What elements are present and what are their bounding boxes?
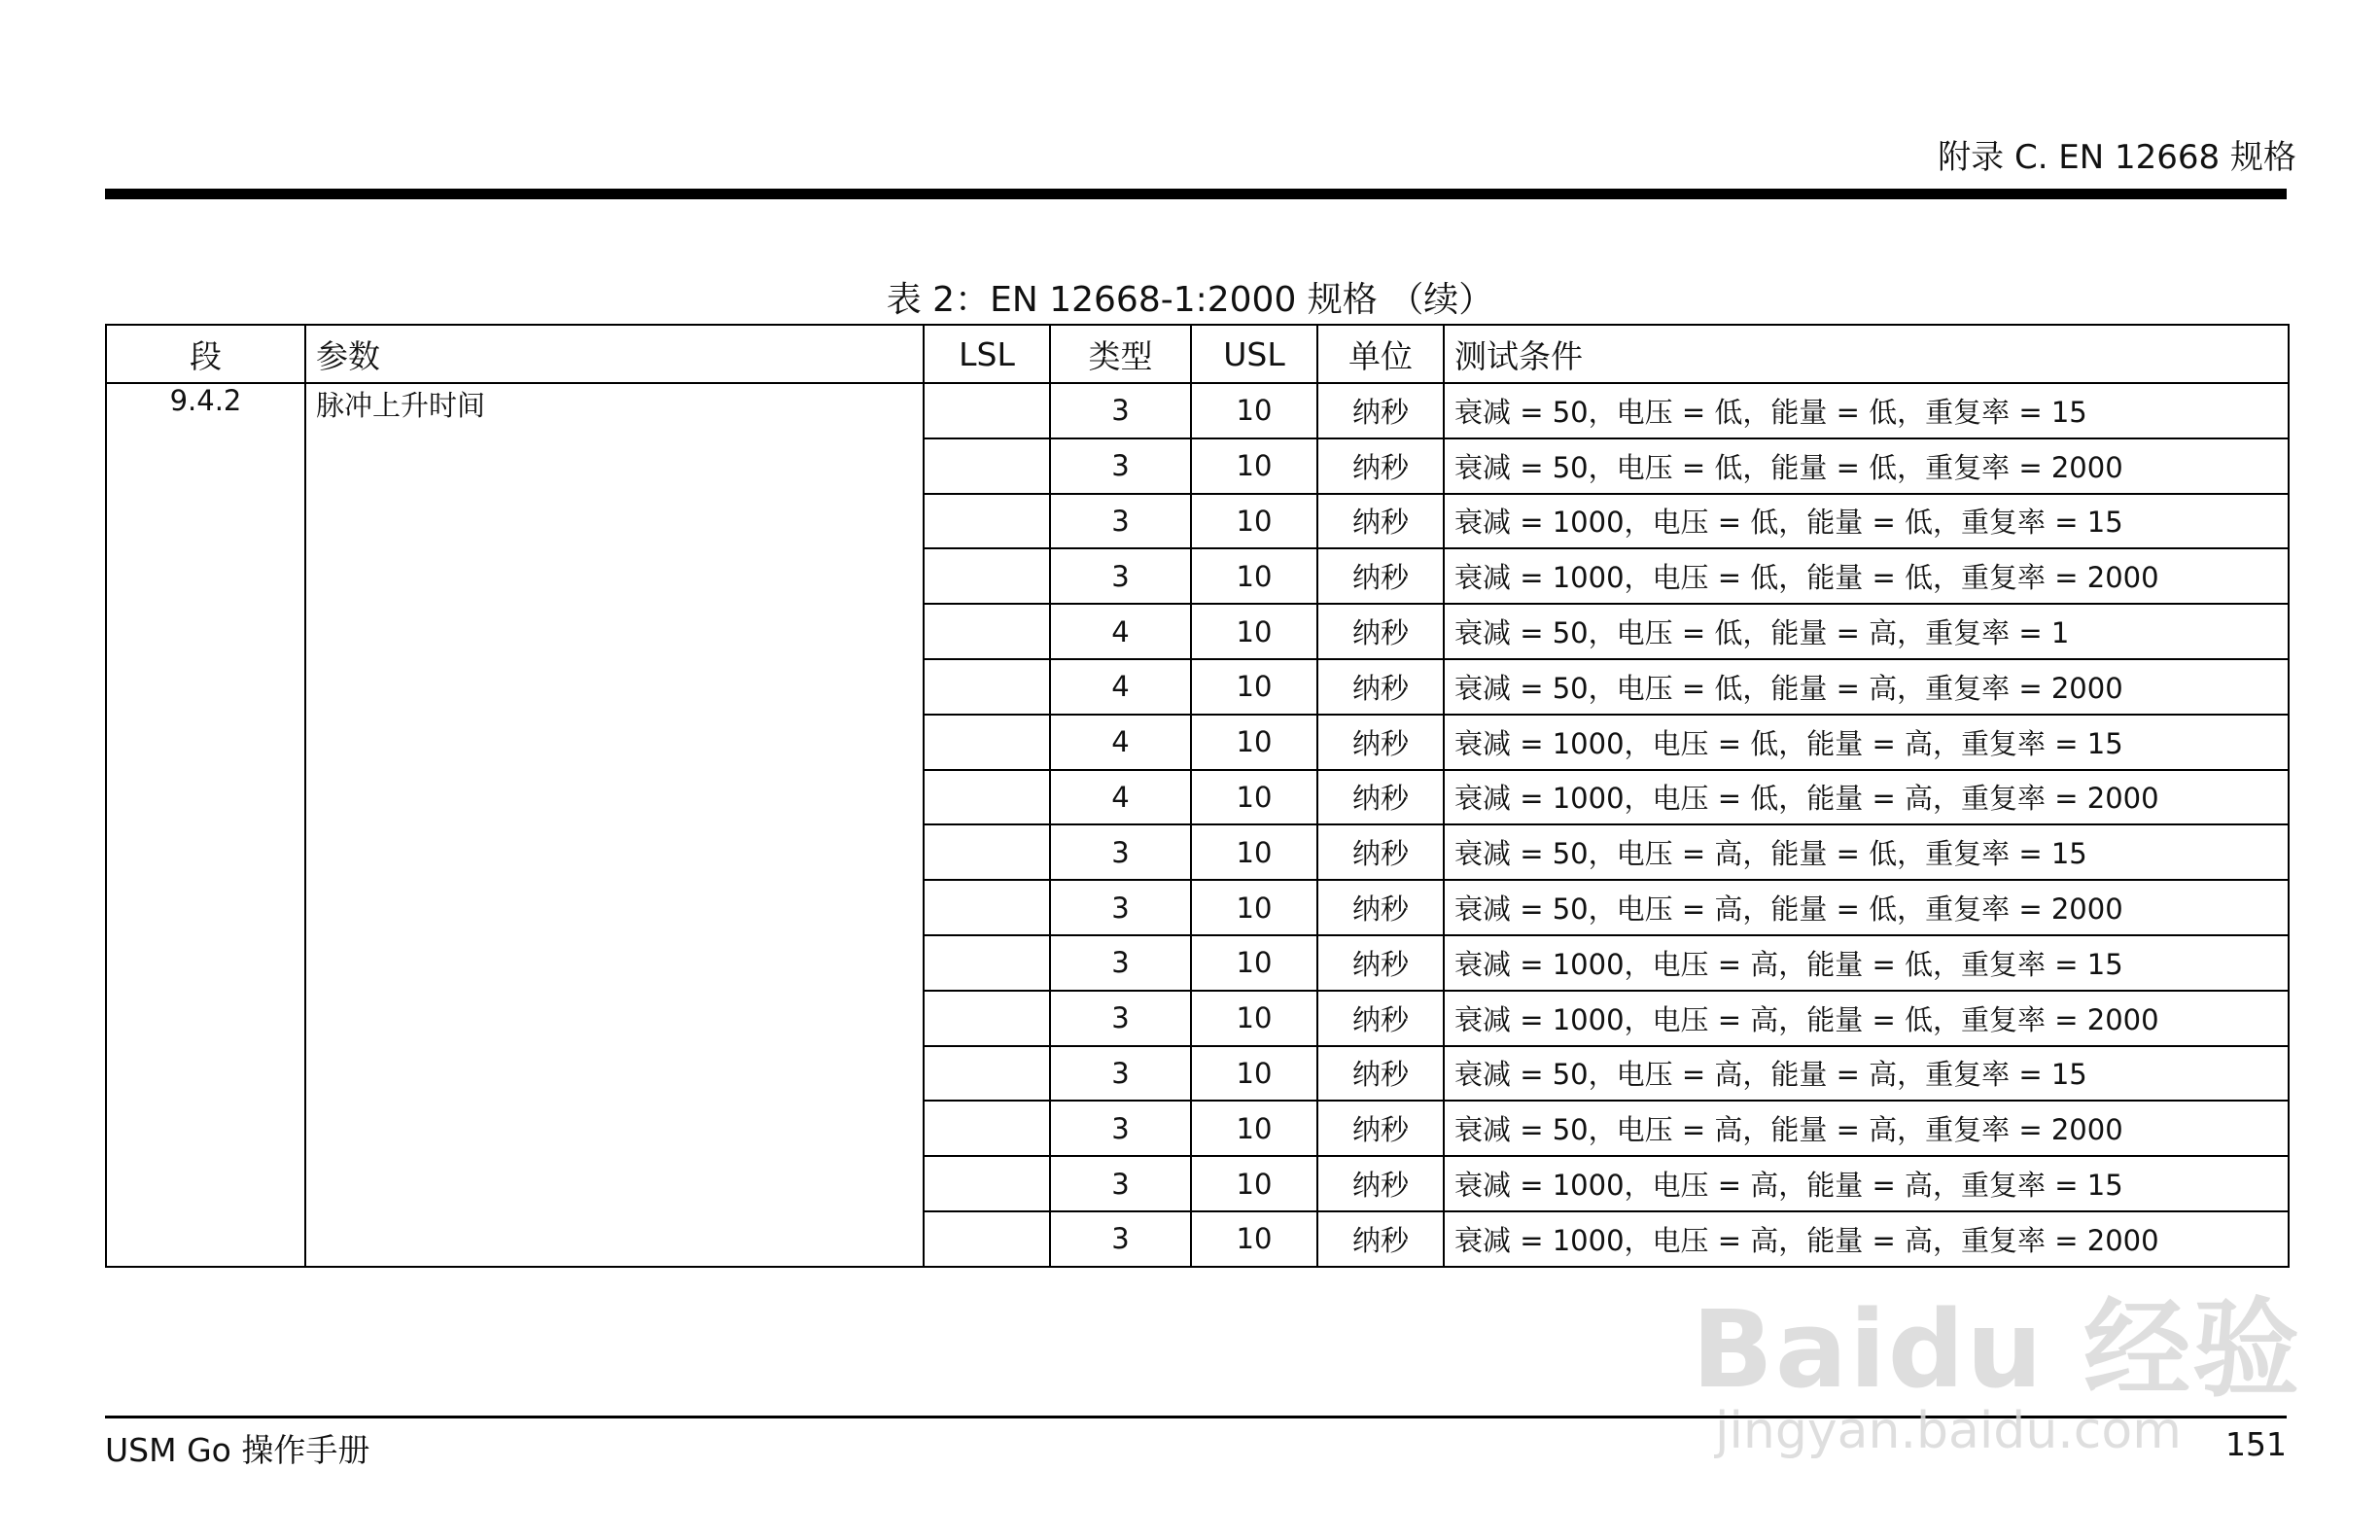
unit-cell: 纳秒 (1317, 935, 1444, 991)
test-condition-cell: 衰减 = 50，电压 = 高，能量 = 高，重复率 = 2000 (1444, 1101, 2289, 1156)
usl-cell: 10 (1191, 880, 1317, 935)
unit-cell: 纳秒 (1317, 991, 1444, 1046)
header-rule (105, 189, 2287, 199)
usl-cell: 10 (1191, 1156, 1317, 1211)
lsl-cell (924, 604, 1050, 659)
lsl-cell (924, 659, 1050, 715)
type-cell: 3 (1050, 880, 1191, 935)
col-header-test-condition: 测试条件 (1444, 325, 2289, 383)
type-cell: 3 (1050, 438, 1191, 494)
lsl-cell (924, 880, 1050, 935)
table-row (106, 383, 2289, 438)
test-condition-cell: 衰减 = 1000，电压 = 低，能量 = 高，重复率 = 2000 (1444, 770, 2289, 825)
col-header-parameter: 参数 (305, 325, 924, 383)
unit-cell: 纳秒 (1317, 880, 1444, 935)
test-condition-cell: 衰减 = 1000，电压 = 高，能量 = 低，重复率 = 15 (1444, 935, 2289, 991)
test-condition-cell: 衰减 = 50，电压 = 低，能量 = 低，重复率 = 2000 (1444, 438, 2289, 494)
type-cell: 3 (1050, 1101, 1191, 1156)
watermark-brand: Baidu 经验 (1692, 1287, 2302, 1412)
type-cell: 4 (1050, 604, 1191, 659)
usl-cell: 10 (1191, 1211, 1317, 1267)
unit-cell: 纳秒 (1317, 548, 1444, 604)
test-condition-cell: 衰减 = 1000，电压 = 低，能量 = 高，重复率 = 15 (1444, 715, 2289, 770)
type-cell: 3 (1050, 1156, 1191, 1211)
lsl-cell (924, 824, 1050, 880)
table-caption: 表 2：EN 12668-1:2000 规格 （续） (886, 280, 1494, 320)
usl-cell: 10 (1191, 824, 1317, 880)
usl-cell: 10 (1191, 438, 1317, 494)
type-cell: 3 (1050, 494, 1191, 549)
col-header-unit: 单位 (1317, 325, 1444, 383)
lsl-cell (924, 1211, 1050, 1267)
test-condition-cell: 衰减 = 50，电压 = 高，能量 = 低，重复率 = 2000 (1444, 880, 2289, 935)
type-cell: 3 (1050, 1211, 1191, 1267)
table-header-row (106, 325, 2289, 383)
type-cell: 4 (1050, 770, 1191, 825)
spec-table (105, 324, 2290, 1268)
test-condition-cell: 衰减 = 1000，电压 = 低，能量 = 低，重复率 = 2000 (1444, 548, 2289, 604)
table-body (106, 383, 2289, 1267)
col-header-type: 类型 (1050, 325, 1191, 383)
unit-cell: 纳秒 (1317, 383, 1444, 438)
usl-cell: 10 (1191, 935, 1317, 991)
watermark (1692, 1264, 2301, 1460)
watermark-url: jingyan.baidu.com (1715, 1402, 2182, 1460)
running-header: 附录 C. EN 12668 规格 (1938, 138, 2296, 177)
type-cell: 4 (1050, 659, 1191, 715)
test-condition-cell: 衰减 = 50，电压 = 高，能量 = 低，重复率 = 15 (1444, 824, 2289, 880)
type-cell: 3 (1050, 991, 1191, 1046)
unit-cell: 纳秒 (1317, 824, 1444, 880)
unit-cell: 纳秒 (1317, 659, 1444, 715)
col-header-section: 段 (106, 325, 305, 383)
usl-cell: 10 (1191, 604, 1317, 659)
lsl-cell (924, 383, 1050, 438)
unit-cell: 纳秒 (1317, 604, 1444, 659)
usl-cell: 10 (1191, 1046, 1317, 1102)
lsl-cell (924, 1101, 1050, 1156)
unit-cell: 纳秒 (1317, 770, 1444, 825)
usl-cell: 10 (1191, 1101, 1317, 1156)
lsl-cell (924, 1156, 1050, 1211)
lsl-cell (924, 935, 1050, 991)
test-condition-cell: 衰减 = 50，电压 = 低，能量 = 高，重复率 = 1 (1444, 604, 2289, 659)
usl-cell: 10 (1191, 770, 1317, 825)
section-cell: 9.4.2 (106, 383, 305, 1267)
unit-cell: 纳秒 (1317, 715, 1444, 770)
unit-cell: 纳秒 (1317, 1211, 1444, 1267)
lsl-cell (924, 770, 1050, 825)
unit-cell: 纳秒 (1317, 1156, 1444, 1211)
usl-cell: 10 (1191, 383, 1317, 438)
manual-title: USM Go 操作手册 (105, 1431, 370, 1469)
lsl-cell (924, 548, 1050, 604)
lsl-cell (924, 991, 1050, 1046)
unit-cell: 纳秒 (1317, 438, 1444, 494)
unit-cell: 纳秒 (1317, 1046, 1444, 1102)
usl-cell: 10 (1191, 494, 1317, 549)
usl-cell: 10 (1191, 548, 1317, 604)
type-cell: 3 (1050, 548, 1191, 604)
unit-cell: 纳秒 (1317, 494, 1444, 549)
page-number: 151 (2225, 1425, 2287, 1463)
test-condition-cell: 衰减 = 50，电压 = 低，能量 = 低，重复率 = 15 (1444, 383, 2289, 438)
lsl-cell (924, 438, 1050, 494)
type-cell: 3 (1050, 383, 1191, 438)
usl-cell: 10 (1191, 991, 1317, 1046)
test-condition-cell: 衰减 = 1000，电压 = 高，能量 = 高，重复率 = 2000 (1444, 1211, 2289, 1267)
type-cell: 3 (1050, 935, 1191, 991)
usl-cell: 10 (1191, 659, 1317, 715)
col-header-usl: USL (1191, 325, 1317, 383)
test-condition-cell: 衰减 = 1000，电压 = 低，能量 = 低，重复率 = 15 (1444, 494, 2289, 549)
type-cell: 4 (1050, 715, 1191, 770)
test-condition-cell: 衰减 = 1000，电压 = 高，能量 = 高，重复率 = 15 (1444, 1156, 2289, 1211)
unit-cell: 纳秒 (1317, 1101, 1444, 1156)
type-cell: 3 (1050, 1046, 1191, 1102)
lsl-cell (924, 1046, 1050, 1102)
test-condition-cell: 衰减 = 1000，电压 = 高，能量 = 低，重复率 = 2000 (1444, 991, 2289, 1046)
usl-cell: 10 (1191, 715, 1317, 770)
type-cell: 3 (1050, 824, 1191, 880)
test-condition-cell: 衰减 = 50，电压 = 低，能量 = 高，重复率 = 2000 (1444, 659, 2289, 715)
test-condition-cell: 衰减 = 50，电压 = 高，能量 = 高，重复率 = 15 (1444, 1046, 2289, 1102)
lsl-cell (924, 494, 1050, 549)
parameter-cell: 脉冲上升时间 (305, 383, 924, 1267)
lsl-cell (924, 715, 1050, 770)
col-header-lsl: LSL (924, 325, 1050, 383)
